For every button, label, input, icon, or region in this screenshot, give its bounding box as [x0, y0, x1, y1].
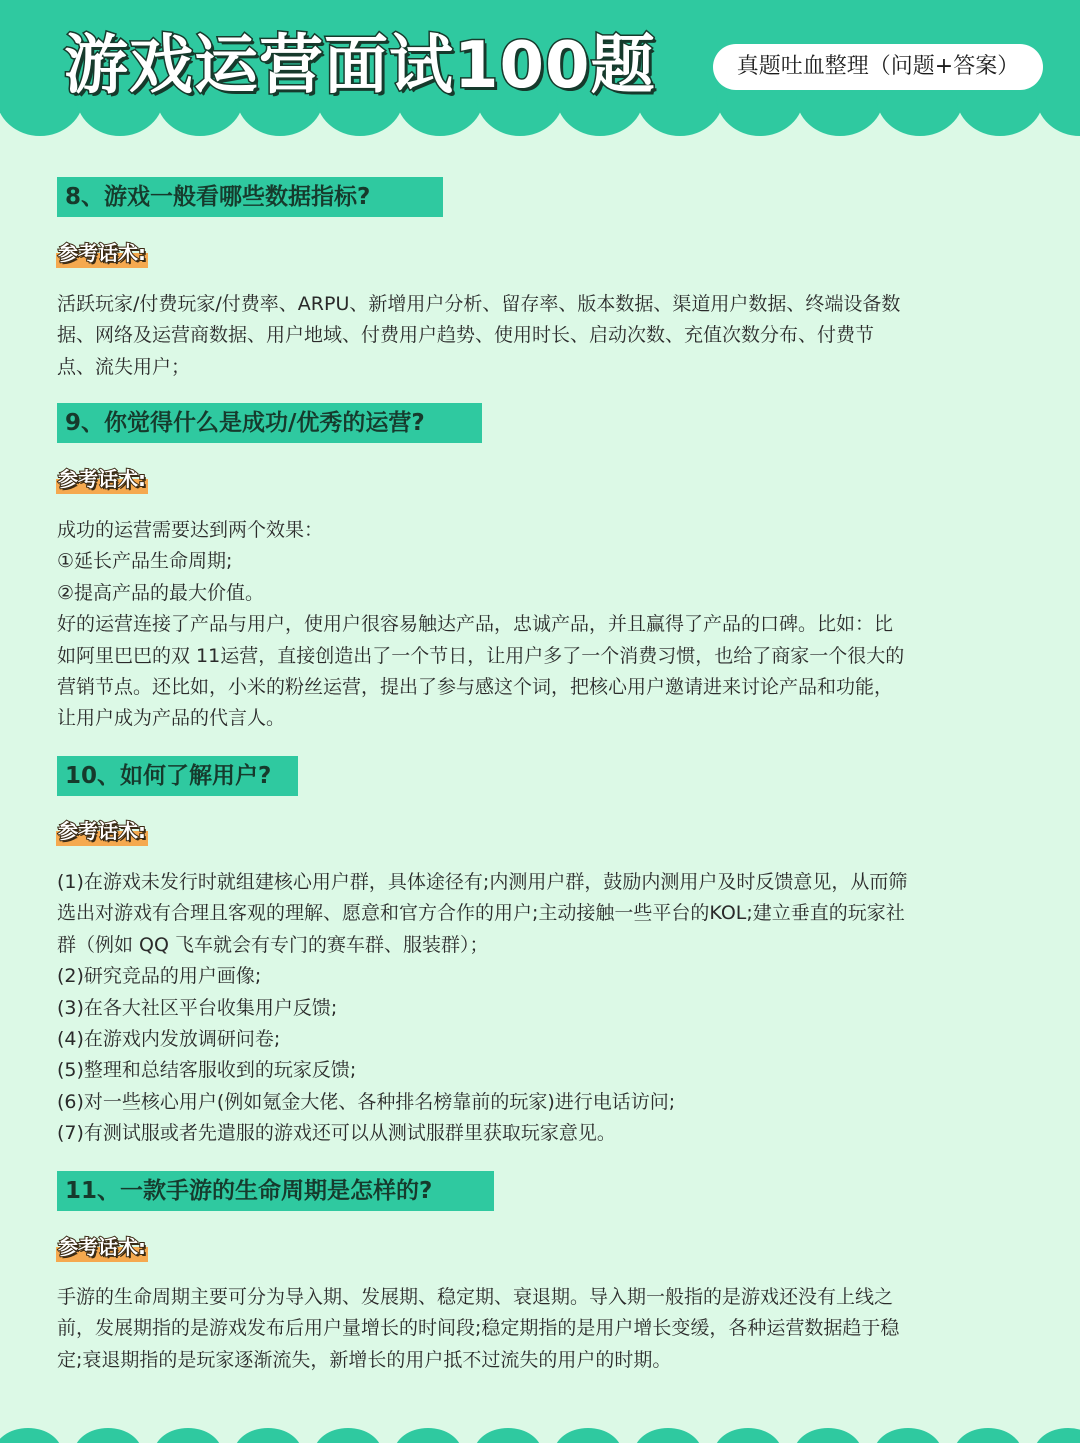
- answer-line: (3)在各大社区平台收集用户反馈;: [57, 996, 338, 1019]
- scallop-shape: [716, 96, 804, 136]
- scallop-shape: [956, 96, 1044, 136]
- answer-line: 前，发展期指的是游戏发布后用户量增长的时间段;稳定期指的是用户增长变缓，各种运营数据趋于稳: [57, 1317, 900, 1340]
- answer-line: 让用户成为产品的代言人。: [57, 707, 286, 730]
- scallop-shape: [874, 1428, 942, 1443]
- scallop-shape: [796, 96, 884, 136]
- answer-line: 手游的生命周期主要可分为导入期、发展期、稳定期、衰退期。导入期一般指的是游戏还没有上线之: [57, 1286, 894, 1308]
- scallop-shape: [1034, 1428, 1080, 1443]
- scallop-shape: [714, 1428, 782, 1443]
- answer-line: 群（例如 QQ 飞车就会有专门的赛车群、服装群）；: [57, 933, 489, 956]
- question-heading-9: 9、你觉得什么是成功/优秀的运营?: [57, 403, 482, 443]
- answer-line: 好的运营连接了产品与用户，使用户很容易触达产品，忠诚产品，并且赢得了产品的口碑。比如：比: [57, 613, 894, 636]
- answer-label: 参考话术:: [56, 1232, 148, 1262]
- scallop-shape: [954, 1428, 1022, 1443]
- answer-line: 成功的运营需要达到两个效果：: [57, 519, 324, 541]
- answer-line: 点、流失用户；: [57, 355, 191, 378]
- scallop-shape: [0, 1428, 62, 1443]
- answer-label: 参考话术:: [56, 816, 148, 846]
- scallop-shape: [634, 1428, 702, 1443]
- answer-line: 据、网络及运营商数据、用户地域、付费用户趋势、使用时长、启动次数、充值次数分布、付费节: [57, 324, 875, 347]
- answer-line: ①延长产品生命周期;: [57, 550, 233, 573]
- answer-text-10: [57, 867, 1032, 1150]
- answer-line: (7)有测试服或者先遣服的游戏还可以从测试服群里获取玩家意见。: [57, 1122, 616, 1145]
- footer-scallop-edge: [0, 1428, 1080, 1443]
- answer-line: (2)研究竞品的用户画像;: [57, 965, 262, 988]
- answer-line: (6)对一些核心用户(例如氪金大佬、各种排名榜靠前的玩家)进行电话访问;: [57, 1090, 676, 1113]
- scallop-shape: [234, 1428, 302, 1443]
- scallop-shape: [314, 1428, 382, 1443]
- question-heading-8: 8、游戏一般看哪些数据指标?: [57, 177, 443, 217]
- answer-line: 选出对游戏有合理且客观的理解、愿意和官方合作的用户;主动接触一些平台的KOL;建立垂直的玩家社: [57, 902, 905, 925]
- answer-text-8: [57, 289, 1032, 383]
- answer-line: 定;衰退期指的是玩家逐渐流失，新增长的用户抵不过流失的用户的时期。: [57, 1348, 672, 1371]
- scallop-shape: [154, 1428, 222, 1443]
- scallop-shape: [554, 1428, 622, 1443]
- page-title: 游戏运营面试100题: [64, 29, 656, 103]
- scallop-shape: [794, 1428, 862, 1443]
- scallop-shape: [474, 1428, 542, 1443]
- answer-line: 活跃玩家/付费玩家/付费率、ARPU、新增用户分析、留存率、版本数据、渠道用户数据、终端设备数: [57, 293, 901, 315]
- answer-line: 营销节点。还比如，小米的粉丝运营，提出了参与感这个词，把核心用户邀请进来讨论产品和功能，: [57, 676, 894, 699]
- question-heading-10: 10、如何了解用户?: [57, 756, 298, 796]
- answer-line: 如阿里巴巴的双 11运营，直接创造出了一个节日，让用户多了一个消费习惯，也给了商家一个很大的: [57, 644, 905, 667]
- scallop-shape: [394, 1428, 462, 1443]
- answer-line: (1)在游戏未发行时就组建核心用户群，具体途径有;内测用户群，鼓励内测用户及时反馈意见，从而筛: [57, 871, 908, 893]
- answer-text-9: [57, 515, 1032, 735]
- scallop-shape: [1036, 96, 1080, 136]
- answer-label: 参考话术:: [56, 238, 148, 268]
- question-heading-11: 11、一款手游的生命周期是怎样的?: [57, 1171, 494, 1211]
- answer-line: (5)整理和总结客服收到的玩家反馈;: [57, 1059, 357, 1082]
- answer-line: (4)在游戏内发放调研问卷;: [57, 1028, 281, 1051]
- scallop-shape: [74, 1428, 142, 1443]
- answer-text-11: [57, 1282, 1032, 1376]
- answer-label: 参考话术:: [56, 464, 148, 494]
- answer-line: ②提高产品的最大价值。: [57, 581, 265, 604]
- scallop-shape: [876, 96, 964, 136]
- subtitle-badge: 真题吐血整理（问题+答案）: [713, 44, 1043, 90]
